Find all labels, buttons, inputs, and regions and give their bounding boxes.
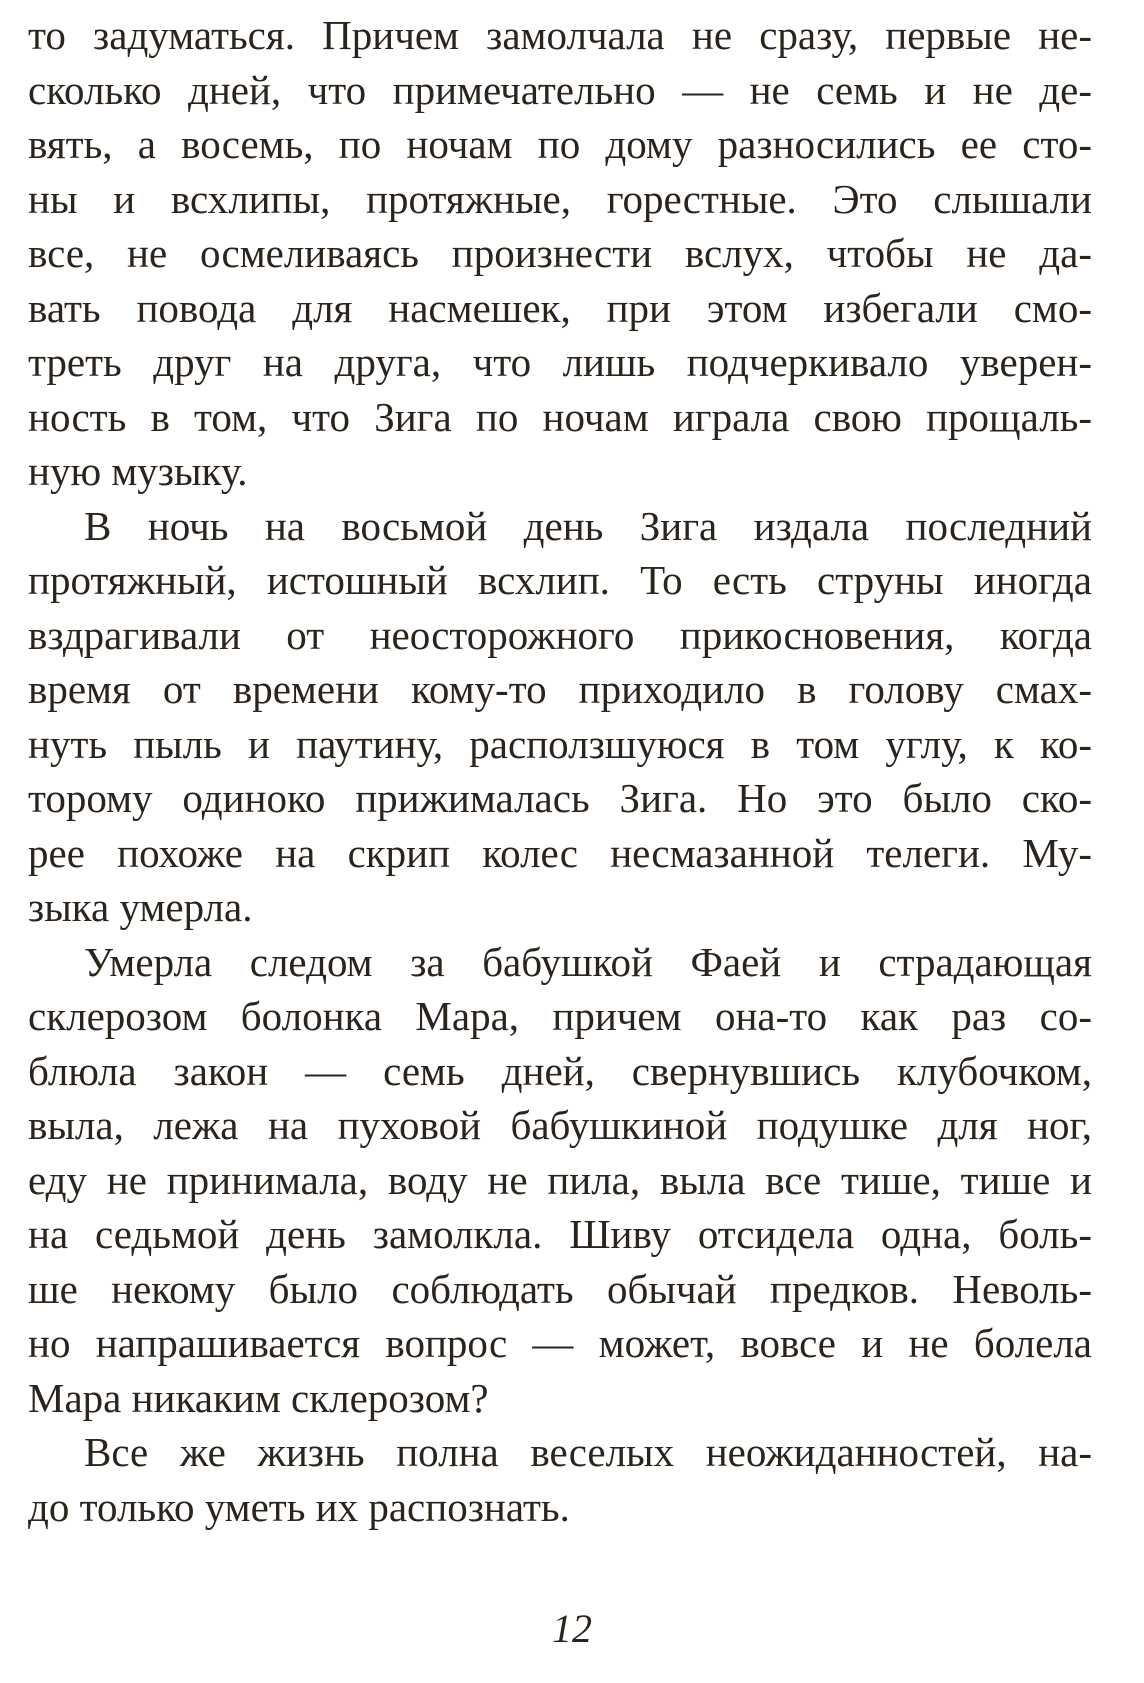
text-line: на седьмой день замолкла. Шиву отсидела одна, боль- (28, 1211, 1092, 1257)
paragraph-first-line: Все же жизнь полна веселых неожиданностей, на- (84, 1429, 1092, 1475)
text-line: время от времени кому-то приходило в голову смах- (28, 666, 1092, 712)
text-line: склерозом болонка Мара, причем она-то как раз со- (28, 993, 1092, 1039)
text-line: блюла закон — семь дней, свернувшись клубочком, (28, 1047, 1092, 1094)
text-line: выла, лежа на пуховой бабушкиной подушке для ног, (28, 1102, 1092, 1148)
paragraph-first-line: В ночь на восьмой день Зига издала последний (84, 502, 1092, 549)
text-line: до только уметь их распознать. (28, 1483, 570, 1530)
text-line: треть друг на друга, что лишь подчеркивало уверен- (28, 339, 1092, 385)
text-line: но напрашивается вопрос — может, вовсе и не болела (28, 1320, 1092, 1366)
text-line: вять, а восемь, по ночам по дому разносились ее сто- (28, 121, 1092, 167)
text-line: торому одиноко прижималась Зига. Но это было ско- (28, 775, 1092, 821)
text-line: то задуматься. Причем замолчала не сразу, первые не- (28, 12, 1092, 58)
text-line: рее похоже на скрип колес несмазанной телеги. Му- (28, 829, 1092, 876)
text-line: зыка умерла. (28, 884, 253, 930)
text-line: нуть пыль и паутину, расползшуюся в том углу, к ко- (28, 720, 1092, 767)
page-number: 12 (552, 1606, 592, 1651)
text-line: ность в том, что Зига по ночам играла свою прощаль- (28, 393, 1092, 440)
body-text (28, 8, 1092, 1534)
text-line: ную музыку. (28, 448, 248, 494)
text-line: протяжный, истошный всхлип. То есть струны иногда (28, 557, 1092, 603)
text-line: Мара никаким склерозом? (28, 1374, 489, 1421)
text-line: все, не осмеливаясь произнести вслух, чтобы не да- (28, 230, 1092, 276)
text-line: сколько дней, что примечательно — не семь и не де- (28, 66, 1092, 113)
text-line: еду не принимала, воду не пила, выла все тише, тише и (28, 1156, 1092, 1203)
paragraph-first-line: Умерла следом за бабушкой Фаей и страдающая (84, 938, 1092, 985)
text-line: ше некому было соблюдать обычай предков. Неволь- (28, 1265, 1092, 1312)
text-line: вздрагивали от неосторожного прикосновения, когда (28, 611, 1092, 658)
text-line: ны и всхлипы, протяжные, горестные. Это слышали (28, 175, 1092, 222)
text-line: вать повода для насмешек, при этом избегали смо- (28, 284, 1092, 331)
